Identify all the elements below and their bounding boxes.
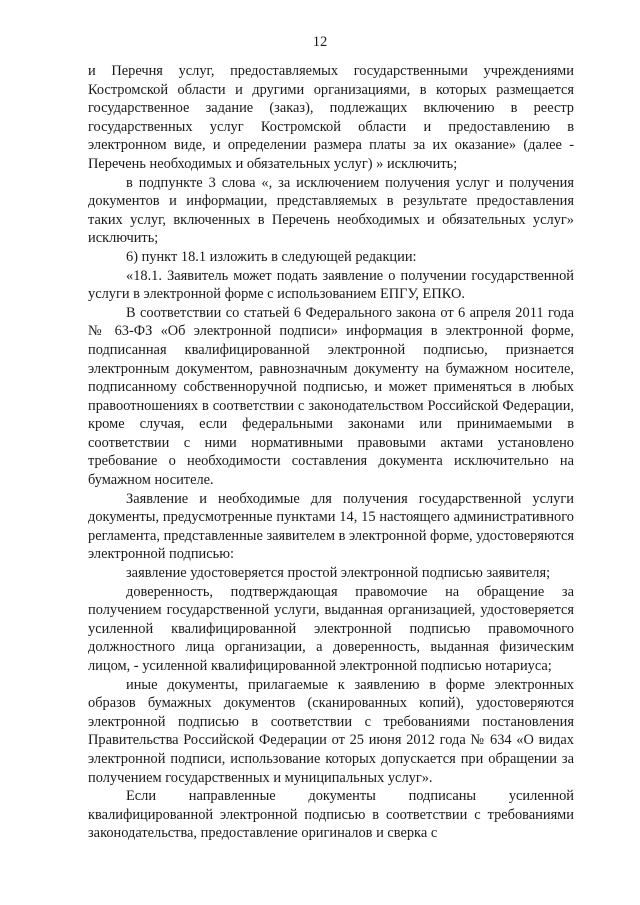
paragraph-item-6: 6) пункт 18.1 изложить в следующей редакции: (126, 248, 417, 265)
paragraph-application-documents: Заявление и необходимые для получения государственной услуги документы, предусмотренные пунктами 14, 15 настоящего административного регламента, представленные заявителем в электронной форме, удостоверяются электронной подписью: (88, 490, 574, 563)
document-body (88, 62, 574, 843)
paragraph-subpoint-3: в подпункте 3 слова «, за исключением получения услуг и получения документов и информации, представляемых в результате предоставления таких услуг, включенных в Перечень необходимых и обязательных услуг» исключить; (88, 174, 574, 247)
paragraph-electronic-signature-law: В соответствии со статьей 6 Федерального закона от 6 апреля 2011 года № 63-ФЗ «Об электронной подписи» информация в электронной форме, подписанная квалифицированной электронной подписью, признается электронным документом, равнозначным документу на бумажном носителе, подписанному собственноручной подписью, и может применяться в любых правоотношениях в соответствии с законодательством Российской Федерации, кроме случая, если федеральными законами или принимаемыми в соответствии с ними нормативными правовыми актами установлено требование о необходимости составления документа исключительно на бумажном носителе. (88, 304, 574, 489)
paragraph-power-of-attorney: доверенность, подтверждающая правомочие на обращение за получением государственной услуги, выданная организацией, удостоверяется усиленной квалифицированной электронной подписью правомочного должностного лица организации, а доверенность, выданная физическим лицом, - усиленной квалифицированной электронной подписью нотариуса; (88, 583, 574, 674)
paragraph-if-documents-signed: Если направленные документы подписаны усиленной квалифицированной электронной подписью в соответствии с требованиями законодательства, предоставление оригиналов и сверка с (88, 788, 574, 842)
paragraph-simple-signature: заявление удостоверяется простой электронной подписью заявителя; (126, 565, 551, 582)
paragraph-continuation: и Перечня услуг, предоставляемых государственными учреждениями Костромской области и другими организациями, в которых размещается государственное задание (заказ), подлежащих включению в реестр государственных услуг Костромской области и предоставлению в электронном виде, и определении размера платы за их оказание» (далее - Перечень необходимых и обязательных услуг) » исключить; (88, 63, 574, 172)
page-number: 12 (312, 34, 328, 50)
paragraph-18-1: «18.1. Заявитель может подать заявление о получении государственной услуги в электронной форме с использованием ЕПГУ, ЕПКО. (88, 267, 574, 303)
paragraph-other-documents: иные документы, прилагаемые к заявлению в форме электронных образов бумажных документов (сканированных копий), удостоверяются электронной подписью в соответствии с требованиями постановления Правительства Российской Федерации от 25 июня 2012 года № 634 «О видах электронной подписи, использование которых допускается при обращении за получением государственных и муниципальных услуг». (88, 676, 574, 786)
